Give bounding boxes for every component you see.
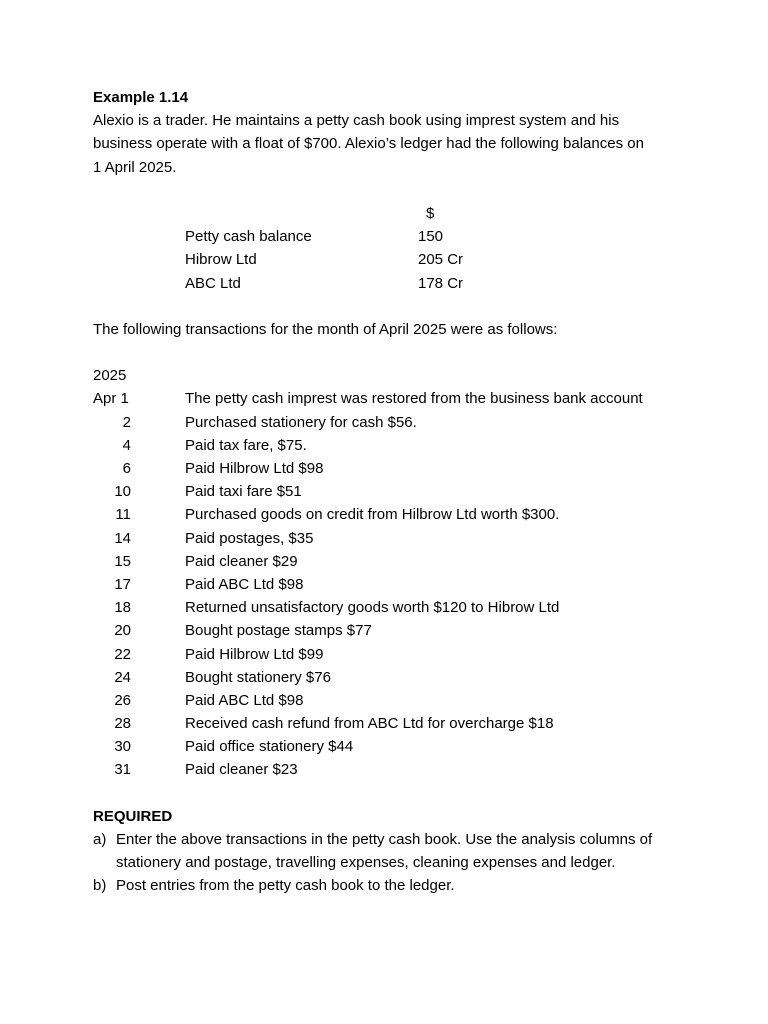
transaction-row [93,457,683,480]
transaction-date: 31 [114,761,131,779]
transaction-date: Apr 1 [93,390,129,408]
transaction-date: 26 [114,691,131,709]
required-item-line: Post entries from the petty cash book to the ledger. [116,877,455,895]
transaction-description: Paid postages, $35 [185,529,314,547]
intro-paragraph [93,109,683,179]
transaction-row [93,573,683,596]
required-title: REQUIRED [93,807,173,825]
example-title: Example 1.14 [93,89,189,106]
transaction-date: 28 [114,715,131,733]
transaction-date: 30 [114,738,131,756]
transaction-row [93,712,683,735]
transaction-row [93,689,683,712]
balance-name: Hibrow Ltd [185,251,257,269]
transaction-row [93,596,683,619]
required-item-label: b) [93,877,107,895]
transaction-description: Received cash refund from ABC Ltd for overcharge $18 [185,715,554,733]
transaction-row [93,619,683,642]
document-page [93,86,683,898]
transaction-row [93,666,683,689]
transactions-intro: The following transactions for the month of April 2025 were as follows: [93,320,558,338]
transaction-date: 17 [114,575,131,593]
transaction-description: Returned unsatisfactory goods worth $120 to Hibrow Ltd [185,599,560,617]
intro-line: 1 April 2025. [93,158,177,176]
transaction-date: 4 [122,436,131,454]
balance-row [93,272,683,295]
transaction-description: Paid taxi fare $51 [185,483,302,501]
transaction-description: Paid Hilbrow Ltd $99 [185,645,324,663]
balance-row [93,248,683,271]
transaction-description: Paid ABC Ltd $98 [185,691,304,709]
required-item [93,828,683,874]
transaction-date: 2 [122,413,131,431]
transaction-date: 10 [114,483,131,501]
transaction-row [93,550,683,573]
required-item [93,874,683,897]
balance-amount: 205 Cr [418,251,464,269]
transaction-date: 24 [114,668,131,686]
transaction-description: Paid Hilbrow Ltd $98 [185,460,324,477]
transaction-description: Paid cleaner $29 [185,552,298,570]
intro-line: business operate with a float of $700. Alexio’s ledger had the following balances on [93,135,644,153]
currency-header: $ [426,204,435,222]
required-list [93,828,683,898]
required-item-line: stationery and postage, travelling expenses, cleaning expenses and ledger. [116,854,616,872]
balance-name: Petty cash balance [185,228,312,246]
transaction-date: 6 [122,460,131,477]
transactions-list [93,387,683,781]
transaction-description: Purchased stationery for cash $56. [185,413,417,431]
balance-amount: 178 Cr [418,274,464,292]
required-item-line: Enter the above transactions in the petty cash book. Use the analysis columns of [116,831,653,848]
transaction-description: Bought postage stamps $77 [185,622,372,640]
transaction-description: Paid tax fare, $75. [185,436,307,454]
transaction-description: Purchased goods on credit from Hilbrow Ltd worth $300. [185,506,560,524]
transaction-date: 15 [114,552,131,570]
transaction-row [93,434,683,457]
transaction-description: Bought stationery $76 [185,668,331,686]
transaction-row [93,758,683,781]
transaction-row [93,480,683,503]
transaction-row [93,387,683,410]
required-item-label: a) [93,831,107,848]
transaction-row [93,527,683,550]
transaction-description: Paid cleaner $23 [185,761,298,779]
balance-row [93,225,683,248]
transaction-description: Paid office stationery $44 [185,738,354,756]
transaction-date: 18 [114,599,131,617]
balance-name: ABC Ltd [185,274,241,292]
transaction-date: 11 [115,506,131,524]
transaction-date: 14 [114,529,131,547]
transaction-date: 20 [114,622,131,640]
balances-table [93,202,683,295]
transaction-row [93,735,683,758]
transaction-description: The petty cash imprest was restored from the business bank account [185,390,643,408]
transaction-description: Paid ABC Ltd $98 [185,575,304,593]
transaction-row [93,411,683,434]
intro-line: Alexio is a trader. He maintains a petty cash book using imprest system and his [93,112,620,130]
transaction-row [93,503,683,526]
transaction-date: 22 [114,645,131,663]
transaction-row [93,643,683,666]
balance-amount: 150 [418,228,444,246]
transactions-year: 2025 [93,367,127,385]
